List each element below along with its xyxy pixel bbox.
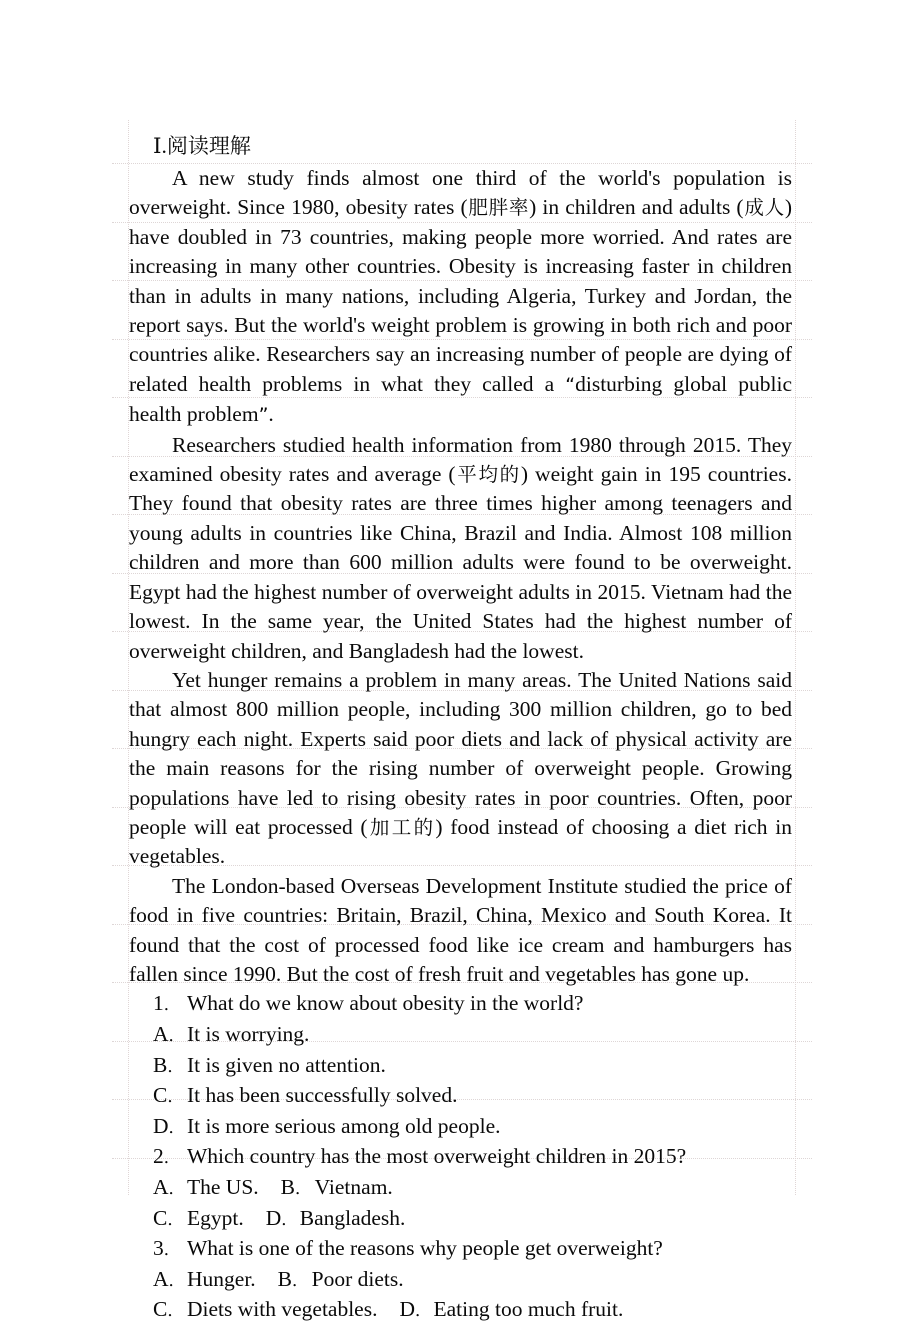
option-text: Bangladesh.: [299, 1205, 406, 1230]
section-numeral: Ⅰ: [153, 134, 162, 159]
question-stem-text: What is one of the reasons why people get overweight?: [187, 1236, 663, 1261]
option-label: D．: [399, 1297, 432, 1322]
section-title-label: 阅读理解: [166, 134, 251, 158]
answer-option[interactable]: [278, 1267, 404, 1291]
option-label-separator: ．: [281, 1209, 299, 1230]
option-text: It is given no attention.: [187, 1052, 386, 1077]
passage-paragraph: A new study finds almost one third of the world's population is overweight. Since 1980, obesity rates (肥胖率) in children and adults (成人) have doubled in 73 countries, making people more worried. And rates are increasing in many other countries. Obesity is increasing faster in children than in adults in many nations, including Algeria, Turkey and Jordan, the report says. But the world's weight problem is growing in both rich and poor countries alike. Researchers say an increasing number of people are dying of related health problems in what they called a “disturbing global public health problem”.: [129, 166, 792, 427]
question-list: [129, 989, 792, 1326]
option-row: [153, 1204, 792, 1235]
option-row: [153, 1051, 792, 1082]
question-number: 2．: [153, 1144, 181, 1169]
passage-paragraph: Researchers studied health information from 1980 through 2015. They examined obesity rates and average (平均的) weight gain in 195 countries. They found that obesity rates are three times higher among teenagers and young adults in countries like China, Brazil and India. Almost 108 million children and more than 600 million adults were found to be overweight. Egypt had the highest number of overweight adults in 2015. Vietnam had the lowest. In the same year, the United States had the highest number of overweight children, and Bangladesh had the lowest.: [129, 432, 792, 663]
answer-option[interactable]: [153, 1175, 259, 1199]
option-label: B．: [153, 1052, 185, 1077]
option-text: Eating too much fruit.: [433, 1297, 624, 1322]
option-text: Poor diets.: [311, 1266, 404, 1291]
option-label: D．: [265, 1205, 299, 1230]
option-text: Egypt.: [187, 1205, 244, 1230]
option-row: [153, 1173, 792, 1204]
section-title-separator: .: [161, 134, 167, 158]
option-label: D．: [153, 1113, 186, 1138]
option-row: [153, 1112, 792, 1143]
answer-option[interactable]: [266, 1206, 406, 1230]
question-number-separator: ．: [163, 1148, 181, 1169]
option-text: It is more serious among old people.: [187, 1113, 501, 1138]
option-label-separator: ．: [168, 1117, 186, 1138]
option-label: C．: [153, 1083, 185, 1108]
option-label-separator: ．: [292, 1270, 310, 1291]
option-label-separator: ．: [168, 1178, 186, 1199]
option-text: Hunger.: [187, 1266, 256, 1291]
question-number: 1．: [153, 991, 181, 1016]
question-stem-text: What do we know about obesity in the world?: [187, 991, 584, 1016]
question-stem-text: Which country has the most overweight children in 2015?: [187, 1144, 687, 1169]
option-label-separator: ．: [295, 1178, 313, 1199]
option-label-separator: ．: [168, 1270, 186, 1291]
option-label: C．: [153, 1205, 185, 1230]
answer-option[interactable]: [153, 1206, 244, 1230]
page-content: [129, 131, 792, 1326]
option-label-separator: ．: [415, 1301, 432, 1322]
option-text: Diets with vegetables.: [187, 1297, 378, 1322]
option-label-separator: ．: [167, 1087, 185, 1108]
option-row: [153, 1295, 792, 1326]
passage-paragraph: Yet hunger remains a problem in many areas. The United Nations said that almost 800 million people, including 300 million children, go to bed hungry each night. Experts said poor diets and lack of physical activity are the main reasons for the rising number of overweight people. Growing populations have led to rising obesity rates in poor countries. Often, poor people will eat processed (加工的) food instead of choosing a diet rich in vegetables.: [129, 667, 792, 869]
question-stem: [153, 1142, 792, 1173]
answer-option[interactable]: [153, 1267, 256, 1291]
question-number-separator: ．: [163, 1240, 181, 1261]
question-item: [129, 989, 792, 1142]
option-label: C．: [153, 1297, 185, 1322]
option-label-separator: ．: [167, 1209, 185, 1230]
question-number-separator: ．: [163, 995, 181, 1016]
option-label: B．: [277, 1266, 310, 1291]
option-text: It is worrying.: [187, 1021, 310, 1046]
answer-option[interactable]: [153, 1083, 457, 1107]
answer-option[interactable]: [281, 1175, 393, 1199]
answer-option[interactable]: [153, 1114, 500, 1138]
option-text: Vietnam.: [314, 1174, 393, 1199]
option-label-separator: ．: [167, 1301, 185, 1322]
option-label: A．: [153, 1021, 186, 1046]
passage-body: [129, 164, 792, 989]
option-label: A．: [153, 1266, 186, 1291]
option-label: B．: [280, 1174, 313, 1199]
question-stem: [153, 989, 792, 1020]
option-label: A．: [153, 1174, 186, 1199]
section-title: [153, 131, 792, 162]
passage-paragraph: The London-based Overseas Development Institute studied the price of food in five countries: Britain, Brazil, China, Mexico and South Korea. It found that the cost of processed food like ice cream and hamburgers has fallen since 1990. But the cost of fresh fruit and vegetables has gone up.: [129, 873, 792, 986]
option-text: It has been successfully solved.: [187, 1083, 458, 1108]
question-item: [129, 1142, 792, 1234]
option-row: [153, 1020, 792, 1051]
question-item: [129, 1234, 792, 1326]
option-label-separator: ．: [168, 1025, 186, 1046]
option-row: [153, 1081, 792, 1112]
option-row: [153, 1265, 792, 1296]
answer-option[interactable]: [153, 1053, 386, 1077]
question-number: 3．: [153, 1236, 181, 1261]
answer-option[interactable]: [153, 1022, 309, 1046]
question-stem: [153, 1234, 792, 1265]
option-label-separator: ．: [167, 1056, 185, 1077]
answer-option[interactable]: [399, 1297, 623, 1321]
option-text: The US.: [187, 1174, 259, 1199]
answer-option[interactable]: [153, 1297, 377, 1321]
